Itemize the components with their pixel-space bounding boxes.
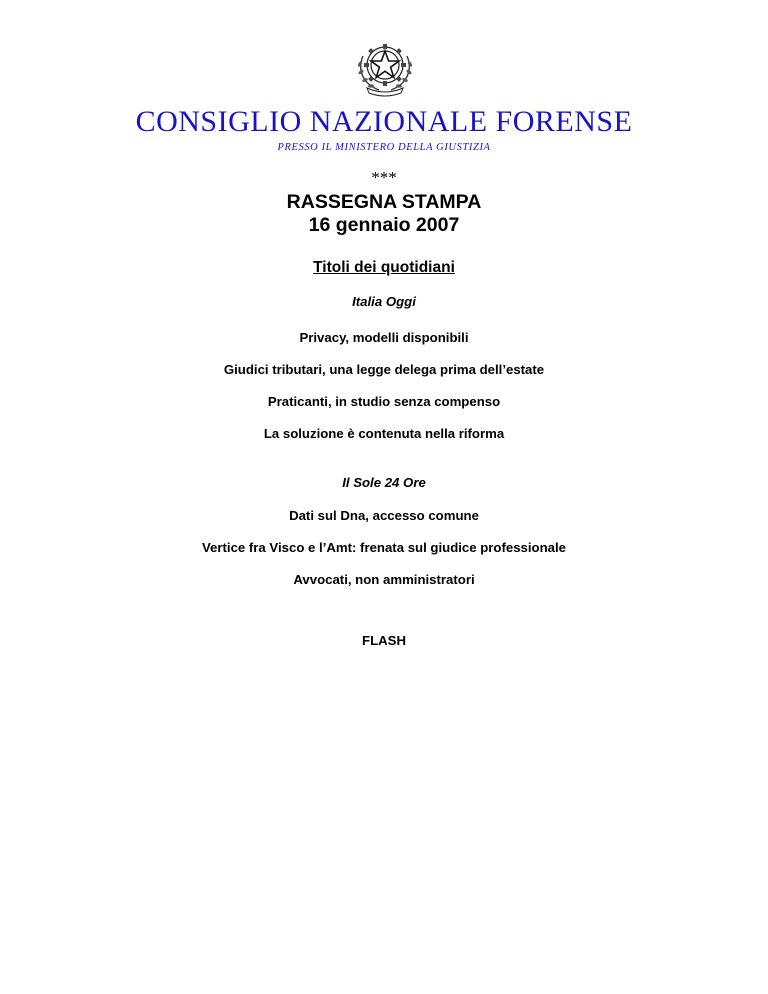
section-heading: Titoli dei quotidiani <box>313 259 455 276</box>
headline: Giudici tributari, una legge delega prima dell’estate <box>223 362 545 377</box>
organization-subtitle: PRESSO IL MINISTERO DELLA GIUSTIZIA <box>277 142 491 153</box>
headline: Vertice fra Visco e l’Amt: frenata sul giudice professionale <box>201 540 566 555</box>
organization-title: CONSIGLIO NAZIONALE FORENSE <box>135 105 633 138</box>
separator-stars: *** <box>371 168 397 187</box>
newspaper-name: Italia Oggi <box>352 294 416 309</box>
newspaper-name: Il Sole 24 Ore <box>342 475 426 490</box>
document-date: 16 gennaio 2007 <box>308 214 460 236</box>
italian-republic-emblem-icon <box>353 36 417 98</box>
document-title: RASSEGNA STAMPA <box>286 191 482 213</box>
headline: Avvocati, non amministratori <box>293 572 475 587</box>
headline: Praticanti, in studio senza compenso <box>267 394 501 409</box>
headline: Privacy, modelli disponibili <box>299 330 469 345</box>
headline: Dati sul Dna, accesso comune <box>289 508 479 523</box>
headline: La soluzione è contenuta nella riforma <box>263 426 505 441</box>
flash-heading: FLASH <box>362 633 406 648</box>
